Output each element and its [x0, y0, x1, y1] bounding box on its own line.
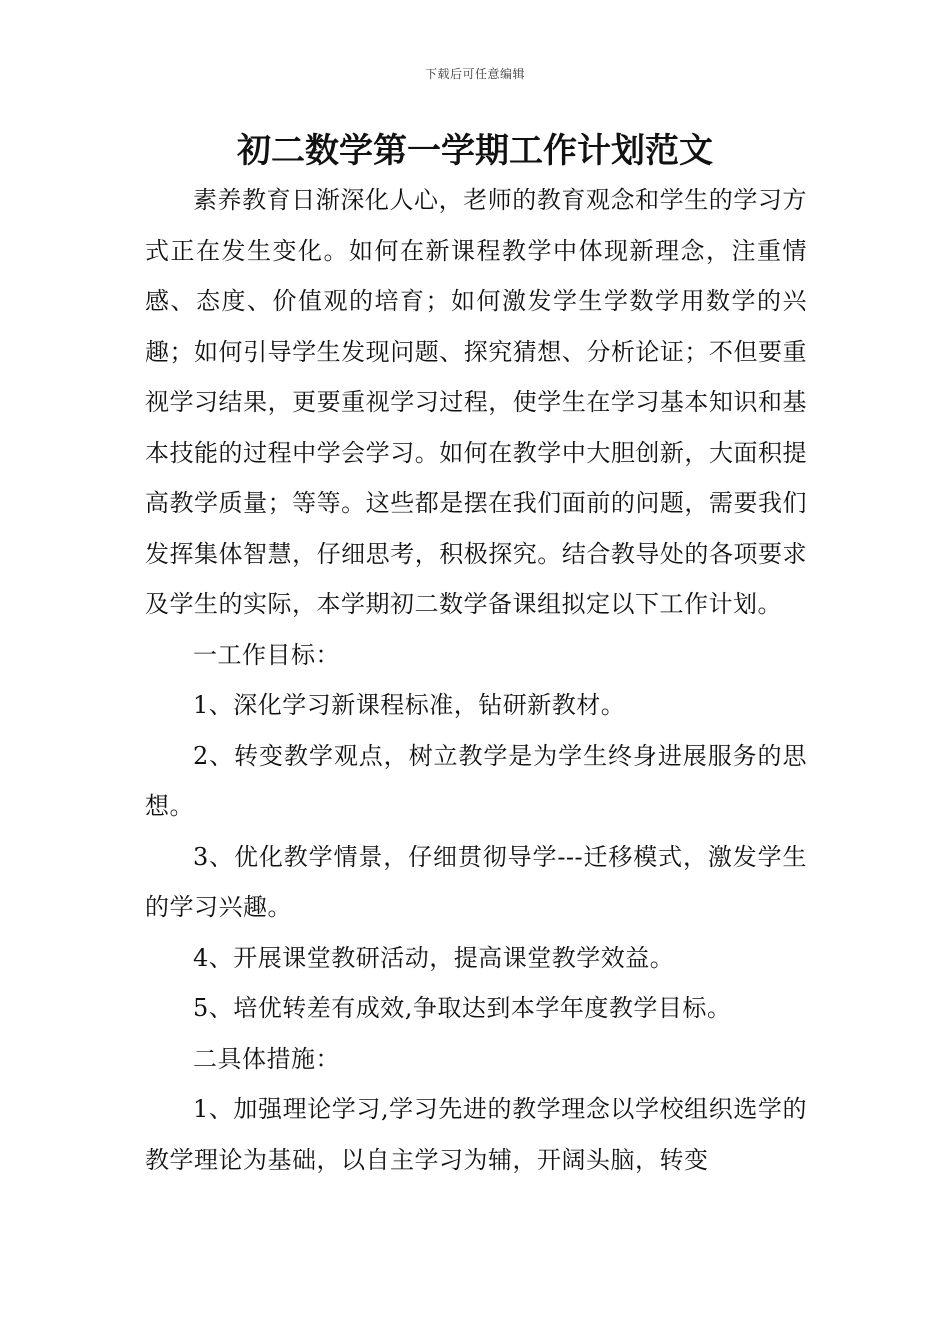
goal-item-4: 4、开展课堂教研活动，提高课堂教学效益。	[193, 943, 675, 972]
section-heading-goals: 一工作目标：	[193, 640, 340, 669]
goal-item-5: 5、培优转差有成效,争取达到本学年度教学目标。	[193, 994, 732, 1022]
intro-paragraph: 素养教育日渐深化人心，老师的教育观念和学生的学习方式正在发生变化。如何在新课程教学中体现新理念，注重情感、态度、价值观的培育；如何激发学生学数学用数学的兴趣；如何引导学生发现问题、探究猜想、分析论证；不但要重视学习结果，更要重视学习过程，使学生在学习基本知识和基本技能的过程中学会学习。如何在教学中大胆创新，大面积提高教学质量；等等。这些都是摆在我们面前的问题，需要我们发挥集体智慧，仔细思考，积极探究。结合教导处的各项要求及学生的实际，本学期初二数学备课组拟定以下工作计划。	[145, 186, 807, 618]
document-body	[145, 175, 807, 1185]
goal-item-3: 3、优化教学情景，仔细贯彻导学---迁移模式，激发学生的学习兴趣。	[145, 842, 807, 921]
section-heading-measures: 二具体措施：	[193, 1044, 340, 1073]
goal-item-2: 2、转变教学观点，树立教学是为学生终身进展服务的思想。	[145, 741, 807, 820]
measure-item-1: 1、加强理论学习,学习先进的教学理念以学校组织选学的教学理论为基础，以自主学习为辅，开阔头脑，转变	[145, 1095, 807, 1174]
document-title: 初二数学第一学期工作计划范文	[237, 131, 713, 171]
goal-item-1: 1、深化学习新课程标准，钻研新教材。	[193, 691, 626, 719]
header-note: 下载后可任意编辑	[424, 67, 525, 81]
